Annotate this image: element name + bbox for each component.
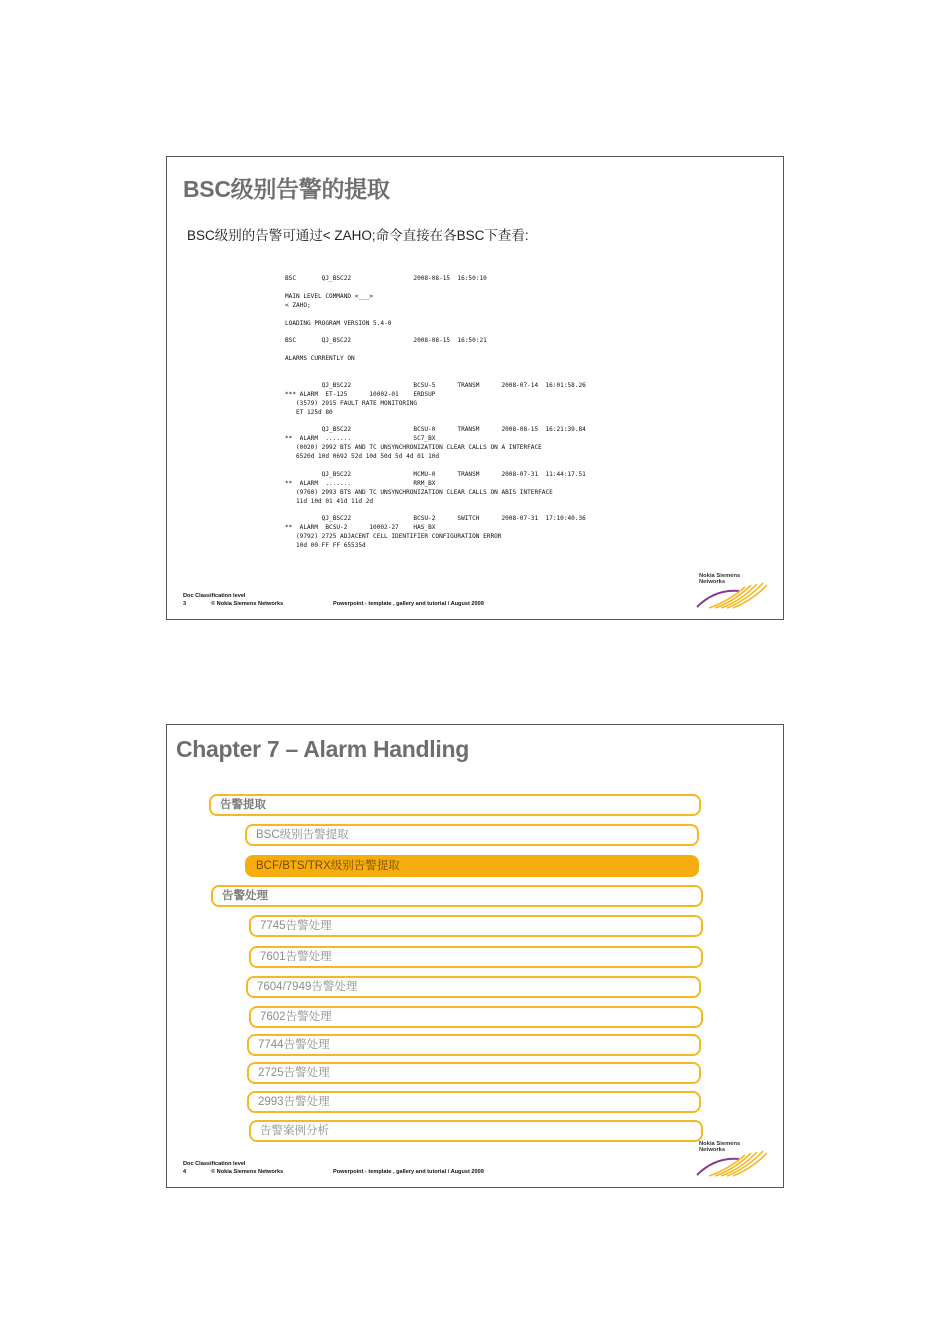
nokia-siemens-logo — [695, 573, 769, 609]
logo-swoosh-icon — [695, 1149, 769, 1177]
terminal-line: < ZAHO; — [285, 301, 311, 309]
terminal-line: *** ALARM ET-125 10002-01 ERDSUP — [285, 390, 436, 398]
doc-classification: Doc Classification level — [183, 1161, 246, 1167]
intro-text: BSC级别的告警可通过< ZAHO;命令直接在各BSC下查看: — [187, 228, 529, 243]
slide-title: Chapter 7 – Alarm Handling — [176, 736, 469, 762]
agenda-item[interactable]: 告警提取 — [209, 794, 701, 816]
logo-text-line1: Nokia Siemens — [699, 1141, 741, 1147]
logo-text-line2: Networks — [699, 579, 726, 586]
page-number: 4 — [183, 1169, 187, 1175]
terminal-line: (3579) 2915 FAULT RATE MONITORING — [285, 399, 418, 407]
terminal-line: (9792) 2725 ADJACENT CELL IDENTIFIER CONFIGURATION ERROR — [285, 533, 502, 541]
slide-chapter-7 — [166, 724, 784, 1188]
terminal-line: ** ALARM ....... SC7_BX — [285, 435, 436, 443]
logo-text-line1: Nokia Siemens — [699, 573, 741, 579]
template-note: Powerpoint - template , gallery and tutorial / August 2009 — [333, 1169, 484, 1175]
terminal-line: QJ_BSC22 MCMU-0 TRANSM 2008-07-31 11:44:17.51 — [285, 470, 586, 478]
template-note: Powerpoint - template , gallery and tutorial / August 2009 — [333, 601, 484, 607]
logo-swoosh-icon — [695, 581, 769, 609]
agenda-item[interactable]: 7601告警处理 — [249, 946, 703, 968]
agenda-item[interactable]: 告警处理 — [211, 885, 703, 907]
agenda-item[interactable]: 7602告警处理 — [249, 1006, 703, 1028]
copyright: © Nokia Siemens Networks — [211, 1169, 284, 1175]
copyright: © Nokia Siemens Networks — [211, 601, 284, 607]
terminal-line: BSC QJ_BSC22 2008-08-15 16:50:10 — [285, 275, 487, 282]
terminal-line: 10d 00 FF FF 65535d — [285, 542, 366, 550]
terminal-line: (0020) 2992 BTS AND TC UNSYNCHRONIZATION CLEAR CALLS ON A INTERFACE — [285, 444, 542, 452]
terminal-line: 11d 10d 01 41d 11d 2d — [285, 497, 374, 505]
agenda-item[interactable]: 7745告警处理 — [249, 915, 703, 937]
terminal-line: BSC QJ_BSC22 2008-08-15 16:50:21 — [285, 337, 487, 345]
terminal-line: (9760) 2993 BTS AND TC UNSYNCHRONIZATION CLEAR CALLS ON ABIS INTERFACE — [285, 488, 553, 496]
terminal-line: ** ALARM BCSU-2 10002-27 HAS_BX — [285, 524, 436, 532]
agenda-item[interactable]: BSC级别告警提取 — [245, 824, 699, 846]
logo-text-line2: Networks — [699, 1147, 726, 1154]
agenda-item[interactable]: 告警案例分析 — [249, 1120, 703, 1142]
slide-footer — [183, 1160, 484, 1176]
terminal-line: QJ_BSC22 BCSU-0 TRANSM 2008-08-15 16:21:39.84 — [285, 426, 586, 434]
terminal-line: ET 125d 80 — [285, 408, 333, 416]
terminal-line: MAIN LEVEL COMMAND <___> — [285, 292, 374, 300]
terminal-line: LOADING PROGRAM VERSION 5.4-0 — [285, 319, 392, 327]
terminal-line: QJ_BSC22 BCSU-2 SWITCH 2008-07-31 17:10:40.36 — [285, 515, 586, 523]
slide-bsc-alarm-extraction — [166, 156, 784, 620]
agenda-item[interactable]: 2725告警处理 — [247, 1062, 701, 1084]
slide-title: BSC级别告警的提取 — [183, 176, 390, 202]
page-number: 3 — [183, 601, 187, 607]
doc-classification: Doc Classification level — [183, 593, 246, 599]
agenda-item[interactable]: 7604/7949告警处理 — [246, 976, 701, 998]
agenda-item[interactable]: BCF/BTS/TRX级别告警提取 — [245, 855, 699, 877]
agenda-item[interactable]: 2993告警处理 — [247, 1091, 701, 1113]
slide-footer — [183, 592, 484, 608]
terminal-line: QJ_BSC22 BCSU-5 TRANSM 2008-07-14 16:01:58.26 — [285, 381, 586, 389]
terminal-line: ALARMS CURRENTLY ON — [285, 355, 355, 363]
nokia-siemens-logo — [695, 1141, 769, 1177]
agenda-item[interactable]: 7744告警处理 — [247, 1034, 701, 1056]
terminal-output — [285, 275, 586, 551]
terminal-line: 6520d 10d 0692 52d 10d 50d 5d 4d 01 10d — [285, 453, 440, 461]
terminal-line: ** ALARM ....... RRM_BX — [285, 479, 436, 487]
